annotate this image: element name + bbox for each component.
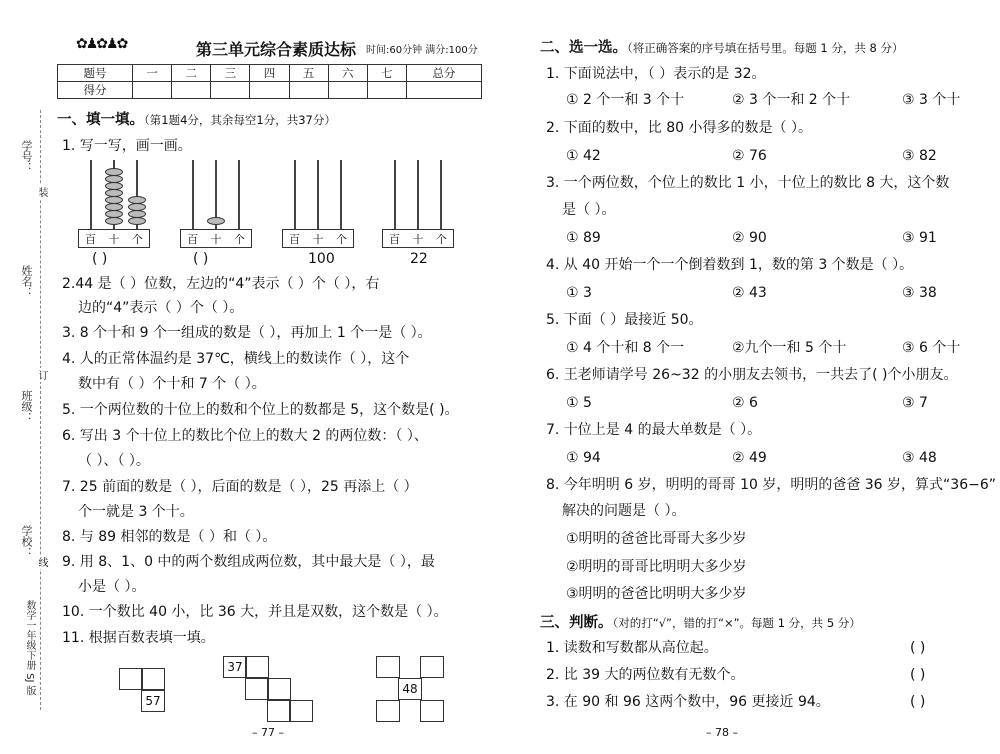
abacus-rod (294, 160, 296, 230)
table-cell: 二 (172, 65, 211, 82)
table-cell: 得分 (58, 82, 133, 99)
place-label: 百 (85, 232, 97, 246)
abacus (180, 158, 252, 248)
answer-paren[interactable]: ( ) (910, 667, 926, 683)
table-cell: 总分 (406, 65, 481, 82)
choice-question-3-cont: 是（ ）。 (562, 202, 616, 218)
school-label: 学校： (20, 525, 33, 558)
option[interactable]: ② 6 (732, 395, 758, 411)
decorative-figures-icon: ✿♟✿♟✿ (76, 36, 127, 52)
question-10: 10. 一个数比 40 小，比 36 大，并且是双数，这个数是（ ）。 (62, 604, 448, 620)
chart-cell[interactable] (420, 656, 444, 678)
place-label: 个 (435, 232, 447, 246)
seal-char: 装 (36, 187, 47, 197)
section-3-heading (540, 611, 861, 632)
choice-question-8-cont: 解决的问题是（ ）。 (562, 503, 686, 519)
place-label: 十 (412, 232, 424, 246)
page-number: – 78 – (706, 726, 738, 739)
abacus (78, 158, 150, 248)
option[interactable]: ① 5 (566, 395, 592, 411)
chart-cell[interactable] (141, 668, 165, 690)
choice-question-2: 2. 下面的数中，比 80 小得多的数是（ ）。 (546, 120, 812, 136)
place-label: 十 (312, 232, 324, 246)
option[interactable]: ③ 3 个十 (902, 92, 961, 108)
class-label: 班级： (20, 390, 33, 423)
place-label: 十 (210, 232, 222, 246)
chart-cell: 48 (398, 678, 422, 700)
abacus-answer[interactable]: ( ) (193, 251, 209, 267)
seal-char: 线 (36, 557, 47, 567)
question-11: 11. 根据百数表填一填。 (62, 630, 215, 646)
place-label: 个 (131, 232, 143, 246)
chart-cell[interactable] (245, 656, 269, 678)
abacus-answer[interactable]: ( ) (92, 251, 108, 267)
option[interactable]: ① 94 (566, 450, 601, 466)
table-cell: 五 (289, 65, 328, 82)
page-title: 第三单元综合素质达标 (196, 40, 357, 59)
question-2: 2.44 是（ ）位数，左边的“4”表示（ ）个（ ），右 (62, 276, 380, 292)
question-4-cont: 数中有（ ）个十和 7 个（ ）。 (78, 376, 266, 392)
judge-question-2: 2. 比 39 大的两位数有无数个。 (546, 667, 745, 683)
option[interactable]: ③明明的爸爸比明明大多少岁 (566, 586, 747, 602)
choice-question-6: 6. 王老师请学号 26~32 的小朋友去领书，一共去了( )个小朋友。 (546, 367, 958, 383)
abacus-rod (440, 160, 442, 230)
score-input-cell[interactable] (133, 82, 172, 99)
question-7-cont: 个一就是 3 个十。 (78, 504, 194, 520)
option[interactable]: ① 89 (566, 230, 601, 246)
option[interactable]: ② 3 个一和 2 个十 (732, 92, 851, 108)
option[interactable]: ③ 82 (902, 148, 937, 164)
binding-spine (0, 0, 55, 754)
option[interactable]: ①明明的爸爸比哥哥大多少岁 (566, 531, 747, 547)
option[interactable]: ③ 91 (902, 230, 937, 246)
answer-paren[interactable]: ( ) (910, 640, 926, 656)
question-9-cont: 小是（ ）。 (78, 579, 146, 595)
judge-question-3: 3. 在 90 和 96 这两个数中，96 更接近 94。 (546, 694, 830, 710)
abacus-rod (417, 160, 419, 230)
table-cell: 七 (367, 65, 406, 82)
abacus-answer: 22 (410, 251, 428, 267)
question-9: 9. 用 8、1、0 中的两个数组成两位数，其中最大是（ ），最 (62, 554, 435, 570)
section-title: 三、判断。 (540, 615, 613, 631)
option[interactable]: ① 3 (566, 285, 592, 301)
choice-question-8: 8. 今年明明 6 岁，明明的哥哥 10 岁，明明的爸爸 36 岁，算式“36−6” (546, 477, 997, 493)
place-label: 个 (335, 232, 347, 246)
score-input-cell[interactable] (406, 82, 481, 99)
option[interactable]: ③ 48 (902, 450, 937, 466)
question-3: 3. 8 个十和 9 个一组成的数是（ ），再加上 1 个一是（ ）。 (62, 325, 432, 341)
score-input-cell[interactable] (328, 82, 367, 99)
option[interactable]: ② 49 (732, 450, 767, 466)
table-cell: 题号 (58, 65, 133, 82)
option[interactable]: ① 2 个一和 3 个十 (566, 92, 685, 108)
section-title: 二、选一选。 (540, 40, 627, 56)
choice-question-7: 7. 十位上是 4 的最大单数是（ ）。 (546, 422, 762, 438)
bead (207, 217, 225, 225)
place-label: 百 (389, 232, 401, 246)
abacus-base (78, 229, 150, 248)
choice-question-5: 5. 下面（ ）最接近 50。 (546, 312, 703, 328)
chart-cell[interactable] (119, 668, 143, 690)
seal-char: 订 (36, 370, 47, 380)
chart-cell[interactable] (376, 700, 400, 722)
chart-cell[interactable] (289, 700, 313, 722)
question-6-cont: （ ）、（ ）。 (78, 453, 150, 469)
abacus-base (180, 229, 252, 248)
abacus (382, 158, 454, 248)
option[interactable]: ① 42 (566, 148, 601, 164)
answer-paren[interactable]: ( ) (910, 694, 926, 710)
question-2-cont: 边的“4”表示（ ）个（ ）。 (78, 300, 244, 316)
score-input-cell[interactable] (172, 82, 211, 99)
chart-cell[interactable] (267, 700, 291, 722)
abacus-rod (394, 160, 396, 230)
chart-cell[interactable] (245, 678, 269, 700)
score-input-cell[interactable] (289, 82, 328, 99)
judge-question-1: 1. 读数和写数都从高位起。 (546, 640, 718, 656)
question-1: 1. 写一写，画一画。 (62, 138, 192, 154)
option[interactable]: ③ 7 (902, 395, 928, 411)
choice-question-1: 1. 下面说法中，（ ）表示的是 32。 (546, 66, 766, 82)
section-note: （对的打“√”，错的打“×”。每题 1 分，共 5 分） (612, 616, 861, 630)
option[interactable]: ②明明的哥哥比明明大多少岁 (566, 559, 747, 575)
table-row (58, 82, 482, 99)
score-input-cell[interactable] (367, 82, 406, 99)
table-row (58, 65, 482, 82)
section-note: （第1题4分，其余每空1分，共37分） (144, 113, 336, 127)
question-4: 4. 人的正常体温约是 37℃，横线上的数读作（ ），这个 (62, 351, 410, 367)
place-label: 十 (108, 232, 120, 246)
abacus-answer: 100 (308, 251, 335, 267)
option[interactable]: ③ 38 (902, 285, 937, 301)
table-cell: 三 (211, 65, 250, 82)
option[interactable]: ② 76 (732, 148, 767, 164)
choice-question-4: 4. 从 40 开始一个一个倒着数到 1，数的第 3 个数是（ ）。 (546, 257, 914, 273)
exam-meta: 时间:60分钟 满分:100分 (366, 45, 478, 56)
bead (105, 217, 123, 225)
score-table (57, 64, 482, 99)
section-title: 一、填一填。 (57, 112, 144, 128)
abacus-rod (192, 160, 194, 230)
abacus-rod (90, 160, 92, 230)
table-cell: 四 (250, 65, 289, 82)
chart-cell: 57 (141, 690, 165, 712)
abacus (282, 158, 354, 248)
question-8: 8. 与 89 相邻的数是（ ）和（ ）。 (62, 529, 277, 545)
chart-cell[interactable] (376, 656, 400, 678)
chart-cell: 37 (223, 656, 247, 678)
place-label: 个 (233, 232, 245, 246)
cut-line (40, 110, 41, 710)
choice-question-3: 3. 一个两位数，个位上的数比 1 小，十位上的数比 8 大，这个数 (546, 175, 950, 191)
section-note: （将正确答案的序号填在括号里。每题 1 分，共 8 分） (627, 41, 904, 55)
question-7: 7. 25 前面的数是（ ），后面的数是（ ），25 再添上（ ） (62, 479, 418, 495)
table-cell: 一 (133, 65, 172, 82)
question-6: 6. 写出 3 个十位上的数比个位上的数大 2 的两位数：（ ）、 (62, 428, 428, 444)
abacus-rod (317, 160, 319, 230)
place-label: 百 (187, 232, 199, 246)
bead (128, 217, 146, 225)
abacus-base (282, 229, 354, 248)
question-5: 5. 一个两位数的十位上的数和个位上的数都是 5，这个数是( )。 (62, 402, 459, 418)
abacus-rod (340, 160, 342, 230)
table-cell: 六 (328, 65, 367, 82)
score-input-cell[interactable] (211, 82, 250, 99)
option[interactable]: ③ 6 个十 (902, 340, 961, 356)
abacus-base (382, 229, 454, 248)
option[interactable]: ② 43 (732, 285, 767, 301)
abacus-rod (238, 160, 240, 230)
option[interactable]: ① 4 个十和 8 个一 (566, 340, 685, 356)
option[interactable]: ②九个一和 5 个十 (732, 340, 847, 356)
place-label: 百 (289, 232, 301, 246)
page-number: – 77 – (252, 726, 284, 739)
chart-cell[interactable] (420, 700, 444, 722)
student-no-label: 学号： (20, 140, 33, 173)
name-label: 姓名： (20, 265, 33, 298)
option[interactable]: ② 90 (732, 230, 767, 246)
section-1-heading (57, 108, 336, 129)
score-input-cell[interactable] (250, 82, 289, 99)
section-2-heading (540, 36, 904, 57)
brand-label: 数学一年级下册 SJ 版 (24, 600, 35, 696)
chart-cell[interactable] (267, 678, 291, 700)
